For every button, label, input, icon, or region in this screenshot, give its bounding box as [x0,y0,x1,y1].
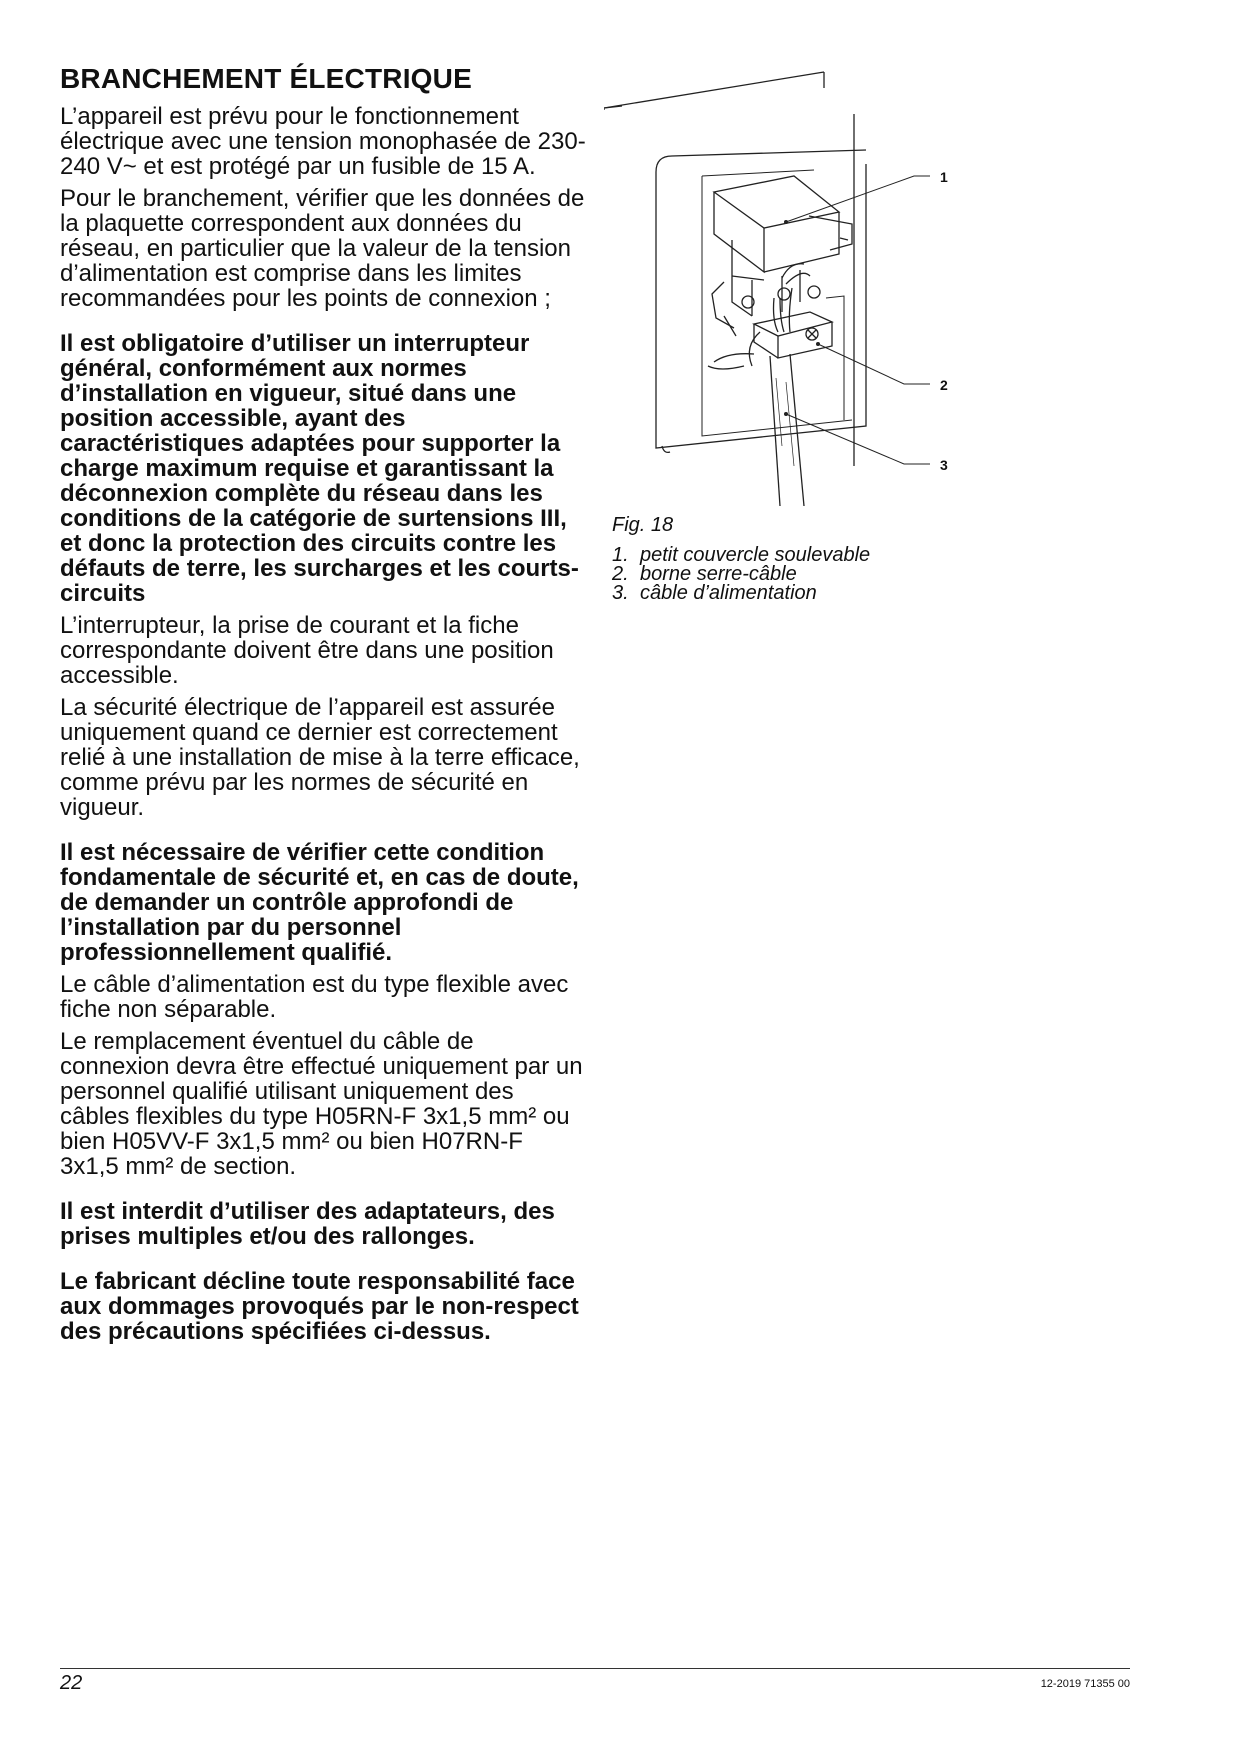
legend-item [612,584,870,603]
terminal-block-illustration [604,66,984,506]
callout-1: 1 [940,169,948,185]
warning-liability: Le fabricant décline toute responsabilité face aux dommages provoqués par le non-respect des précautions spécifiées ci-dessus. [60,1268,579,1345]
legend-text: petit couvercle soulevable [640,544,871,566]
callout-2: 2 [940,377,948,393]
legend-number: 3. [612,582,629,604]
body-text [60,104,588,1351]
legend-number: 2. [612,563,629,585]
document-code: 12-2019 71355 00 [1040,1678,1130,1690]
page-title: BRANCHEMENT ÉLECTRIQUE [60,63,472,94]
legend-text: câble d’alimentation [640,582,817,604]
paragraph-connection-check: Pour le branchement, vérifier que les données de la plaquette correspondent aux données du réseau, en particulier que la valeur de la tension d’alimentation est comprise dans les limites recommandées pour les points de connexion ; [60,185,585,312]
legend-text: borne serre-câble [640,563,797,585]
paragraph-earthing: La sécurité électrique de l’appareil est assurée uniquement quand ce dernier est correctement relié à une installation de mise à la terre efficace, comme prévu par les normes de sécurité en vigueur. [60,694,580,821]
warning-main-switch: Il est obligatoire d’utiliser un interrupteur général, conformément aux normes d’installation en vigueur, situé dans une position accessible, ayant des caractéristiques adaptées pour supporter la charge maximum requise et garantissant la déconnexion complète du réseau dans les conditions de la catégorie de surtensions III, et donc la protection des circuits contre les défauts de terre, les surcharges et les courts-circuits [60,330,579,607]
paragraph-cable-replacement: Le remplacement éventuel du câble de connexion devra être effectué uniquement par un personnel qualifié utilisant uniquement des câbles flexibles du type H05RN-F 3x1,5 mm² ou bien H05VV-F 3x1,5 mm² ou bien H07RN-F 3x1,5 mm² de section. [60,1028,583,1180]
figure-caption: Fig. 18 [612,514,674,536]
paragraph-cable-type: Le câble d’alimentation est du type flexible avec fiche non séparable. [60,971,569,1023]
paragraph-accessibility: L’interrupteur, la prise de courant et la fiche correspondante doivent être dans une position accessible. [60,612,554,689]
footer-divider [60,1668,1130,1669]
callout-3: 3 [940,457,948,473]
paragraph-power-supply: L’appareil est prévu pour le fonctionnement électrique avec une tension monophasée de 230-240 V~ et est protégé par un fusible de 15 A. [60,103,586,180]
warning-adapters: Il est interdit d’utiliser des adaptateurs, des prises multiples et/ou des rallonges. [60,1198,555,1250]
legend-number: 1. [612,544,629,566]
warning-safety-check: Il est nécessaire de vérifier cette condition fondamentale de sécurité et, en cas de doute, de demander un contrôle approfondi de l’installation par du personnel professionnellement qualifié. [60,839,579,966]
page-number: 22 [60,1672,83,1694]
figure-legend [612,546,870,603]
wiring-diagram [604,66,984,506]
